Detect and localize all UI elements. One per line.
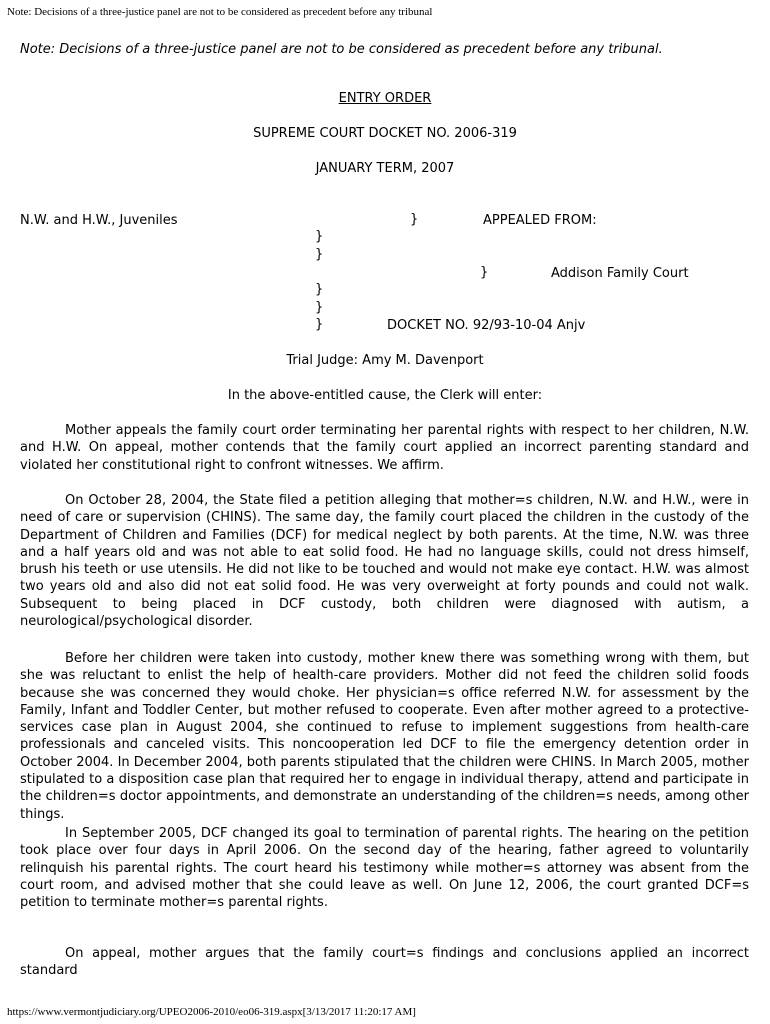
paragraph: In September 2005, DCF changed its goal to termination of parental rights. The hearing on the petition took place over four days in April 2006. On the second day of the hearing, father agreed to voluntarily relinquish his parental rights. The court heard his testimony while mother=s attorney was absent from the court room, and advised mother that she could leave as well. On June 12, 2006, the court granted DCF=s petition to terminate mother=s parental rights. (20, 826, 749, 911)
appealed-from-label: APPEALED FROM: (483, 213, 597, 228)
cause-statement: In the above-entitled cause, the Clerk will enter: (227, 388, 543, 403)
paragraph: On October 28, 2004, the State filed a petition alleging that mother=s children, N.W. and H.W., were in need of care or supervision (CHINS). The same day, the family court placed the children in the custody of the Department of Children and Families (DCF) for medical neglect by both parents. At the time, N.W. was three and a half years old and was not able to eat solid food. He had no language skills, could not dress himself, brush his teeth or use utensils. He did not like to be touched and would not make eye contact. H.W. was almost two years old and also did not eat solid food. He was very overweight at forty pounds and could not walk. Subsequent to being placed in DCF custody, both children were diagnosed with autism, a neurological/psychological disorder. (20, 493, 749, 630)
paragraph: Mother appeals the family court order terminating her parental rights with respect to her children, N.W. and H.W. On appeal, mother contends that the family court applied an incorrect parenting standard and violated her constitutional right to confront witnesses. We affirm. (20, 423, 749, 473)
paragraph: Before her children were taken into custody, mother knew there was something wrong with them, but she was reluctant to enlist the help of health-care providers. Mother did not feed the children solid foods because she was concerned they would choke. Her physician=s office referred N.W. for assessment by the Family, Infant and Toddler Center, but mother refused to cooperate. Even after mother agreed to a protective-services case plan in August 2004, she continued to refuse to implement suggestions from health-care professionals and canceled visits. This noncooperation led DCF to file the emergency detention order in October 2004. In December 2004, both parents stipulated that the children were CHINS. In March 2005, mother stipulated to a disposition case plan that required her to engage in individual therapy, attend and participate in the children=s doctor appointments, and demonstrate an understanding of the children=s needs, among other things. (20, 651, 749, 822)
lower-court: Addison Family Court (551, 266, 689, 281)
print-footer-url: https://www.vermontjudiciary.org/UPEO2006-2010/eo06-319.aspx[3/13/2017 11:20:17 AM] (7, 1006, 416, 1018)
court-term: JANUARY TERM, 2007 (315, 161, 455, 176)
case-party: N.W. and H.W., Juveniles (20, 213, 178, 228)
entry-order-title: ENTRY ORDER (338, 91, 432, 106)
caption-brace: } (315, 300, 324, 315)
print-header: Note: Decisions of a three-justice panel are not to be considered as precedent before any tribunal (7, 6, 433, 18)
caption-brace: } (315, 317, 324, 332)
caption-brace: } (315, 247, 324, 262)
lower-court-docket: DOCKET NO. 92/93-10-04 Anjv (387, 318, 586, 333)
caption-brace: } (410, 212, 419, 227)
caption-brace: } (480, 265, 489, 280)
trial-judge: Trial Judge: Amy M. Davenport (286, 353, 484, 368)
precedent-note: Note: Decisions of a three-justice panel are not to be considered as precedent before any tribunal. (20, 42, 663, 57)
caption-brace: } (315, 282, 324, 297)
supreme-court-docket: SUPREME COURT DOCKET NO. 2006-319 (253, 126, 517, 141)
paragraph: On appeal, mother argues that the family court=s findings and conclusions applied an incorrect standard (20, 946, 749, 979)
caption-brace: } (315, 229, 324, 244)
